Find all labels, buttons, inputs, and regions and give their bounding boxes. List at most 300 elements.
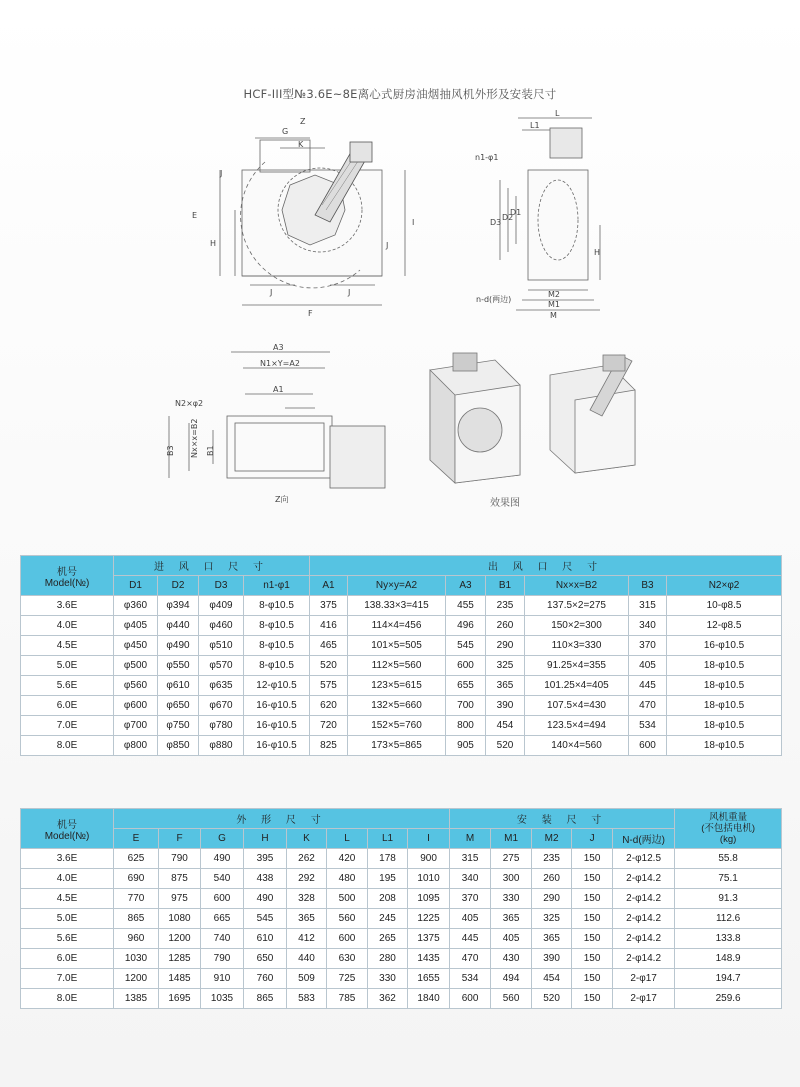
table-cell: 178 bbox=[368, 849, 408, 869]
table-cell: 123×5=615 bbox=[348, 676, 446, 696]
table-cell: 370 bbox=[450, 889, 491, 909]
table-row bbox=[21, 596, 782, 616]
table-cell: 545 bbox=[446, 636, 486, 656]
table-cell: 1655 bbox=[408, 969, 450, 989]
column-header: F bbox=[159, 829, 201, 849]
table-cell: 259.6 bbox=[675, 989, 782, 1009]
model-cell: 5.6E bbox=[21, 929, 114, 949]
table-cell: φ460 bbox=[199, 616, 244, 636]
table-cell: 375 bbox=[310, 596, 348, 616]
side-view-drawing bbox=[470, 110, 610, 325]
table-cell: 8-φ10.5 bbox=[244, 636, 310, 656]
table-cell: 610 bbox=[244, 929, 287, 949]
table-cell: 2-φ14.2 bbox=[613, 929, 675, 949]
table-cell: 560 bbox=[327, 909, 368, 929]
table-cell: 650 bbox=[244, 949, 287, 969]
table-cell: 290 bbox=[532, 889, 572, 909]
table-row bbox=[21, 989, 782, 1009]
table-cell: 150 bbox=[572, 889, 613, 909]
z-label-b2: Nx×x=B2 bbox=[190, 418, 199, 458]
table-cell: 1030 bbox=[114, 949, 159, 969]
table-row bbox=[21, 676, 782, 696]
table-cell: 910 bbox=[201, 969, 244, 989]
table-cell: 1010 bbox=[408, 869, 450, 889]
table-cell: 340 bbox=[629, 616, 667, 636]
table-cell: 152×5=760 bbox=[348, 716, 446, 736]
table-cell: 8-φ10.5 bbox=[244, 596, 310, 616]
table-cell: φ880 bbox=[199, 736, 244, 756]
table-cell: 800 bbox=[446, 716, 486, 736]
table-cell: 905 bbox=[446, 736, 486, 756]
table-cell: 8-φ10.5 bbox=[244, 616, 310, 636]
table-cell: 430 bbox=[491, 949, 532, 969]
table-cell: 1225 bbox=[408, 909, 450, 929]
table-cell: 620 bbox=[310, 696, 348, 716]
table-cell: 195 bbox=[368, 869, 408, 889]
table-cell: 395 bbox=[244, 849, 287, 869]
table-cell: 575 bbox=[310, 676, 348, 696]
table-cell: 112.6 bbox=[675, 909, 782, 929]
table-cell: 600 bbox=[201, 889, 244, 909]
front-label-e: E bbox=[192, 211, 198, 220]
model-cell: 4.5E bbox=[21, 636, 114, 656]
table-row bbox=[21, 736, 782, 756]
table-cell: 110×3=330 bbox=[525, 636, 629, 656]
table-row bbox=[21, 889, 782, 909]
table-cell: 480 bbox=[327, 869, 368, 889]
table-cell: 438 bbox=[244, 869, 287, 889]
table-row bbox=[21, 716, 782, 736]
table-row bbox=[21, 656, 782, 676]
table-cell: 262 bbox=[287, 849, 327, 869]
table-cell: 445 bbox=[629, 676, 667, 696]
table-cell: 1375 bbox=[408, 929, 450, 949]
table-cell: φ700 bbox=[114, 716, 158, 736]
table-cell: 1435 bbox=[408, 949, 450, 969]
table-cell: φ650 bbox=[158, 696, 199, 716]
table-cell: 1200 bbox=[114, 969, 159, 989]
table-cell: 600 bbox=[450, 989, 491, 1009]
column-header: Nx×x=B2 bbox=[525, 576, 629, 596]
table-cell: 960 bbox=[114, 929, 159, 949]
table-cell: 325 bbox=[532, 909, 572, 929]
table-cell: 235 bbox=[532, 849, 572, 869]
table-cell: 292 bbox=[287, 869, 327, 889]
table-row bbox=[21, 929, 782, 949]
table-cell: 315 bbox=[450, 849, 491, 869]
side-label-d1: D1 bbox=[510, 208, 522, 217]
outlet-group-header: 出 风 口 尺 寸 bbox=[310, 556, 782, 576]
table-cell: φ550 bbox=[158, 656, 199, 676]
model-cell: 8.0E bbox=[21, 989, 114, 1009]
side-label-m: M bbox=[550, 311, 557, 320]
table-cell: 2-φ17 bbox=[613, 969, 675, 989]
table-cell: 290 bbox=[486, 636, 525, 656]
table-cell: 496 bbox=[446, 616, 486, 636]
table-cell: 328 bbox=[287, 889, 327, 909]
table-cell: 91.25×4=355 bbox=[525, 656, 629, 676]
table-cell: 625 bbox=[114, 849, 159, 869]
table-cell: 412 bbox=[287, 929, 327, 949]
table-cell: 1285 bbox=[159, 949, 201, 969]
model-cell: 6.0E bbox=[21, 696, 114, 716]
z-label-a3: A3 bbox=[273, 343, 284, 352]
table-cell: 2-φ14.2 bbox=[613, 889, 675, 909]
table-cell: 16-φ10.5 bbox=[244, 696, 310, 716]
side-label-nd: n-d(两边) bbox=[476, 295, 512, 304]
z-label-a2: N1×Y=A2 bbox=[260, 359, 300, 368]
table-row bbox=[21, 869, 782, 889]
table-cell: φ600 bbox=[114, 696, 158, 716]
table-cell: 465 bbox=[310, 636, 348, 656]
column-header: M1 bbox=[491, 829, 532, 849]
table-cell: 900 bbox=[408, 849, 450, 869]
table-cell: 2-φ14.2 bbox=[613, 949, 675, 969]
table-cell: 370 bbox=[629, 636, 667, 656]
page-title: HCF-III型№3.6E~8E离心式厨房油烟抽风机外形及安装尺寸 bbox=[243, 87, 557, 101]
table-cell: 365 bbox=[287, 909, 327, 929]
table-cell: 560 bbox=[491, 989, 532, 1009]
table-cell: 490 bbox=[201, 849, 244, 869]
table-cell: 790 bbox=[159, 849, 201, 869]
column-header: D3 bbox=[199, 576, 244, 596]
model-cell: 7.0E bbox=[21, 969, 114, 989]
column-header: A1 bbox=[310, 576, 348, 596]
table-cell: 865 bbox=[244, 989, 287, 1009]
front-view-drawing bbox=[190, 110, 430, 325]
front-label-k: K bbox=[298, 140, 304, 149]
table-cell: 150 bbox=[572, 929, 613, 949]
table-cell: 445 bbox=[450, 929, 491, 949]
table-cell: 520 bbox=[486, 736, 525, 756]
table-cell: 2-φ14.2 bbox=[613, 869, 675, 889]
column-header: G bbox=[201, 829, 244, 849]
table-cell: 1840 bbox=[408, 989, 450, 1009]
table-row bbox=[21, 949, 782, 969]
table-cell: 1200 bbox=[159, 929, 201, 949]
table-cell: 330 bbox=[368, 969, 408, 989]
table-cell: 1695 bbox=[159, 989, 201, 1009]
table-cell: 18-φ10.5 bbox=[667, 676, 782, 696]
table-cell: φ800 bbox=[114, 736, 158, 756]
z-view-drawing bbox=[165, 340, 405, 505]
model-cell: 8.0E bbox=[21, 736, 114, 756]
column-header: D2 bbox=[158, 576, 199, 596]
table-cell: 150 bbox=[572, 869, 613, 889]
table-cell: 540 bbox=[201, 869, 244, 889]
table-cell: 509 bbox=[287, 969, 327, 989]
model-cell: 3.6E bbox=[21, 849, 114, 869]
table-cell: 362 bbox=[368, 989, 408, 1009]
table-cell: φ780 bbox=[199, 716, 244, 736]
side-label-l: L bbox=[555, 109, 560, 118]
table-cell: 690 bbox=[114, 869, 159, 889]
inlet-outlet-dimensions-table bbox=[20, 555, 782, 756]
table-cell: 454 bbox=[486, 716, 525, 736]
table-cell: 1385 bbox=[114, 989, 159, 1009]
table-cell: 583 bbox=[287, 989, 327, 1009]
side-label-h: H bbox=[594, 248, 601, 257]
table-cell: 123.5×4=494 bbox=[525, 716, 629, 736]
table-cell: 365 bbox=[486, 676, 525, 696]
table-cell: 770 bbox=[114, 889, 159, 909]
table-cell: φ610 bbox=[158, 676, 199, 696]
table-cell: 534 bbox=[450, 969, 491, 989]
table-cell: 600 bbox=[327, 929, 368, 949]
table-cell: 665 bbox=[201, 909, 244, 929]
table-cell: 194.7 bbox=[675, 969, 782, 989]
table-cell: 875 bbox=[159, 869, 201, 889]
model-cell: 5.0E bbox=[21, 656, 114, 676]
table-cell: φ510 bbox=[199, 636, 244, 656]
table-cell: φ635 bbox=[199, 676, 244, 696]
table-cell: 790 bbox=[201, 949, 244, 969]
table-cell: 91.3 bbox=[675, 889, 782, 909]
table-cell: φ360 bbox=[114, 596, 158, 616]
table-cell: φ405 bbox=[114, 616, 158, 636]
effect-drawings bbox=[425, 345, 650, 485]
column-header: Ny×y=A2 bbox=[348, 576, 446, 596]
table-cell: 825 bbox=[310, 736, 348, 756]
table-cell: 405 bbox=[629, 656, 667, 676]
table-cell: 18-φ10.5 bbox=[667, 696, 782, 716]
table-cell: 440 bbox=[287, 949, 327, 969]
table-cell: 600 bbox=[446, 656, 486, 676]
front-label-g: G bbox=[282, 127, 289, 136]
table-cell: 655 bbox=[446, 676, 486, 696]
table-cell: 340 bbox=[450, 869, 491, 889]
side-label-n1: n1-φ1 bbox=[475, 153, 499, 162]
table-cell: 300 bbox=[491, 869, 532, 889]
table-cell: 150×2=300 bbox=[525, 616, 629, 636]
front-label-j-left: J bbox=[270, 288, 273, 297]
column-header: E bbox=[114, 829, 159, 849]
table-cell: 740 bbox=[201, 929, 244, 949]
table-cell: 150 bbox=[572, 849, 613, 869]
table-cell: 138.33×3=415 bbox=[348, 596, 446, 616]
front-label-h: H bbox=[210, 239, 217, 248]
table-cell: 1095 bbox=[408, 889, 450, 909]
table-cell: 55.8 bbox=[675, 849, 782, 869]
model-cell: 3.6E bbox=[21, 596, 114, 616]
table-cell: 150 bbox=[572, 949, 613, 969]
table-cell: 600 bbox=[629, 736, 667, 756]
table-cell: 265 bbox=[368, 929, 408, 949]
z-label-n2: N2×φ2 bbox=[175, 399, 204, 408]
table-cell: 520 bbox=[310, 656, 348, 676]
column-header: H bbox=[244, 829, 287, 849]
model-cell: 4.0E bbox=[21, 616, 114, 636]
front-label-i: I bbox=[412, 218, 415, 227]
table-cell: φ750 bbox=[158, 716, 199, 736]
model-header-2: 机号 Model(№) bbox=[21, 809, 114, 849]
table-cell: φ500 bbox=[114, 656, 158, 676]
model-cell: 4.0E bbox=[21, 869, 114, 889]
table-cell: φ450 bbox=[114, 636, 158, 656]
table-cell: 16-φ10.5 bbox=[244, 736, 310, 756]
table-cell: φ670 bbox=[199, 696, 244, 716]
table-cell: 785 bbox=[327, 989, 368, 1009]
table-cell: 150 bbox=[572, 969, 613, 989]
table-cell: 405 bbox=[491, 929, 532, 949]
z-label-a1: A1 bbox=[273, 385, 284, 394]
table-row bbox=[21, 636, 782, 656]
table-cell: 235 bbox=[486, 596, 525, 616]
table-cell: 534 bbox=[629, 716, 667, 736]
table-cell: 630 bbox=[327, 949, 368, 969]
table-cell: φ570 bbox=[199, 656, 244, 676]
table-cell: 150 bbox=[572, 989, 613, 1009]
table-cell: 520 bbox=[532, 989, 572, 1009]
table-cell: 865 bbox=[114, 909, 159, 929]
table-cell: 16-φ10.5 bbox=[667, 636, 782, 656]
table-cell: 245 bbox=[368, 909, 408, 929]
table-cell: 275 bbox=[491, 849, 532, 869]
z-label-b3: B3 bbox=[166, 445, 175, 456]
table-cell: 330 bbox=[491, 889, 532, 909]
table-cell: 208 bbox=[368, 889, 408, 909]
table-cell: 2-φ14.2 bbox=[613, 909, 675, 929]
table-cell: 720 bbox=[310, 716, 348, 736]
side-label-m1: M1 bbox=[548, 300, 560, 309]
table-cell: 390 bbox=[486, 696, 525, 716]
front-label-f: F bbox=[308, 309, 313, 318]
model-header: 机号 Model(№) bbox=[21, 556, 114, 596]
effect-caption: 效果图 bbox=[490, 498, 520, 509]
install-group-header: 安 装 尺 寸 bbox=[450, 809, 675, 829]
table-cell: φ560 bbox=[114, 676, 158, 696]
table-cell: 500 bbox=[327, 889, 368, 909]
table-cell: φ409 bbox=[199, 596, 244, 616]
table-cell: 8-φ10.5 bbox=[244, 656, 310, 676]
outline-installation-dimensions-table bbox=[20, 808, 782, 1009]
side-label-m2: M2 bbox=[548, 290, 560, 299]
table-cell: 114×4=456 bbox=[348, 616, 446, 636]
table-cell: 10-φ8.5 bbox=[667, 596, 782, 616]
column-header: N-d(两边) bbox=[613, 829, 675, 849]
table-row bbox=[21, 909, 782, 929]
column-header: M bbox=[450, 829, 491, 849]
table-cell: 16-φ10.5 bbox=[244, 716, 310, 736]
table-cell: 12-φ10.5 bbox=[244, 676, 310, 696]
table-cell: 325 bbox=[486, 656, 525, 676]
table-cell: 1080 bbox=[159, 909, 201, 929]
model-cell: 7.0E bbox=[21, 716, 114, 736]
column-header: n1-φ1 bbox=[244, 576, 310, 596]
column-header: N2×φ2 bbox=[667, 576, 782, 596]
table-cell: 405 bbox=[450, 909, 491, 929]
table-cell: φ850 bbox=[158, 736, 199, 756]
table-row bbox=[21, 969, 782, 989]
table-cell: 490 bbox=[244, 889, 287, 909]
table-cell: 390 bbox=[532, 949, 572, 969]
table-cell: 1485 bbox=[159, 969, 201, 989]
table-cell: 420 bbox=[327, 849, 368, 869]
column-header: B1 bbox=[486, 576, 525, 596]
column-header: L bbox=[327, 829, 368, 849]
table-cell: 365 bbox=[491, 909, 532, 929]
table-cell: 315 bbox=[629, 596, 667, 616]
table-cell: 470 bbox=[629, 696, 667, 716]
table-cell: 416 bbox=[310, 616, 348, 636]
table-cell: 975 bbox=[159, 889, 201, 909]
column-header: D1 bbox=[114, 576, 158, 596]
table-cell: 173×5=865 bbox=[348, 736, 446, 756]
table-cell: 260 bbox=[532, 869, 572, 889]
z-label-b1: B1 bbox=[206, 445, 215, 456]
column-header: I bbox=[408, 829, 450, 849]
table-cell: 494 bbox=[491, 969, 532, 989]
column-header: K bbox=[287, 829, 327, 849]
front-label-j-bottom: J bbox=[348, 288, 351, 297]
table-cell: 132×5=660 bbox=[348, 696, 446, 716]
table-cell: 137.5×2=275 bbox=[525, 596, 629, 616]
table-cell: 150 bbox=[572, 909, 613, 929]
table-cell: 148.9 bbox=[675, 949, 782, 969]
model-cell: 5.0E bbox=[21, 909, 114, 929]
table-cell: 760 bbox=[244, 969, 287, 989]
table-row bbox=[21, 849, 782, 869]
table-cell: 1035 bbox=[201, 989, 244, 1009]
column-header: M2 bbox=[532, 829, 572, 849]
table-cell: 365 bbox=[532, 929, 572, 949]
table-cell: 18-φ10.5 bbox=[667, 656, 782, 676]
table-cell: 2-φ12.5 bbox=[613, 849, 675, 869]
table-cell: 133.8 bbox=[675, 929, 782, 949]
table-cell: 700 bbox=[446, 696, 486, 716]
table-cell: 2-φ17 bbox=[613, 989, 675, 1009]
table-cell: φ394 bbox=[158, 596, 199, 616]
table-cell: 545 bbox=[244, 909, 287, 929]
column-header: A3 bbox=[446, 576, 486, 596]
table-row bbox=[21, 616, 782, 636]
table-cell: 101.25×4=405 bbox=[525, 676, 629, 696]
side-label-d3: D3 bbox=[490, 218, 502, 227]
table-cell: 112×5=560 bbox=[348, 656, 446, 676]
side-label-l1: L1 bbox=[530, 121, 540, 130]
table-cell: 280 bbox=[368, 949, 408, 969]
table-cell: 12-φ8.5 bbox=[667, 616, 782, 636]
side-label-d2: D2 bbox=[502, 213, 514, 222]
z-label-zdir: Z向 bbox=[275, 495, 289, 504]
column-header: B3 bbox=[629, 576, 667, 596]
table-cell: 454 bbox=[532, 969, 572, 989]
table-cell: φ490 bbox=[158, 636, 199, 656]
model-cell: 5.6E bbox=[21, 676, 114, 696]
front-label-j-right: J bbox=[386, 241, 389, 250]
table-cell: 455 bbox=[446, 596, 486, 616]
inlet-group-header: 进 风 口 尺 寸 bbox=[114, 556, 310, 576]
table-cell: 101×5=505 bbox=[348, 636, 446, 656]
column-header: J bbox=[572, 829, 613, 849]
outline-group-header: 外 形 尺 寸 bbox=[114, 809, 450, 829]
table-cell: 140×4=560 bbox=[525, 736, 629, 756]
front-label-z: Z bbox=[300, 117, 306, 126]
table-cell: 18-φ10.5 bbox=[667, 736, 782, 756]
table-cell: 75.1 bbox=[675, 869, 782, 889]
table-cell: φ440 bbox=[158, 616, 199, 636]
table-cell: 470 bbox=[450, 949, 491, 969]
table-cell: 260 bbox=[486, 616, 525, 636]
table-cell: 107.5×4=430 bbox=[525, 696, 629, 716]
model-cell: 6.0E bbox=[21, 949, 114, 969]
model-cell: 4.5E bbox=[21, 889, 114, 909]
table-row bbox=[21, 696, 782, 716]
column-header: L1 bbox=[368, 829, 408, 849]
table-cell: 725 bbox=[327, 969, 368, 989]
weight-header: 风机重量 (不包括电机) (kg) bbox=[675, 809, 782, 849]
table-cell: 18-φ10.5 bbox=[667, 716, 782, 736]
